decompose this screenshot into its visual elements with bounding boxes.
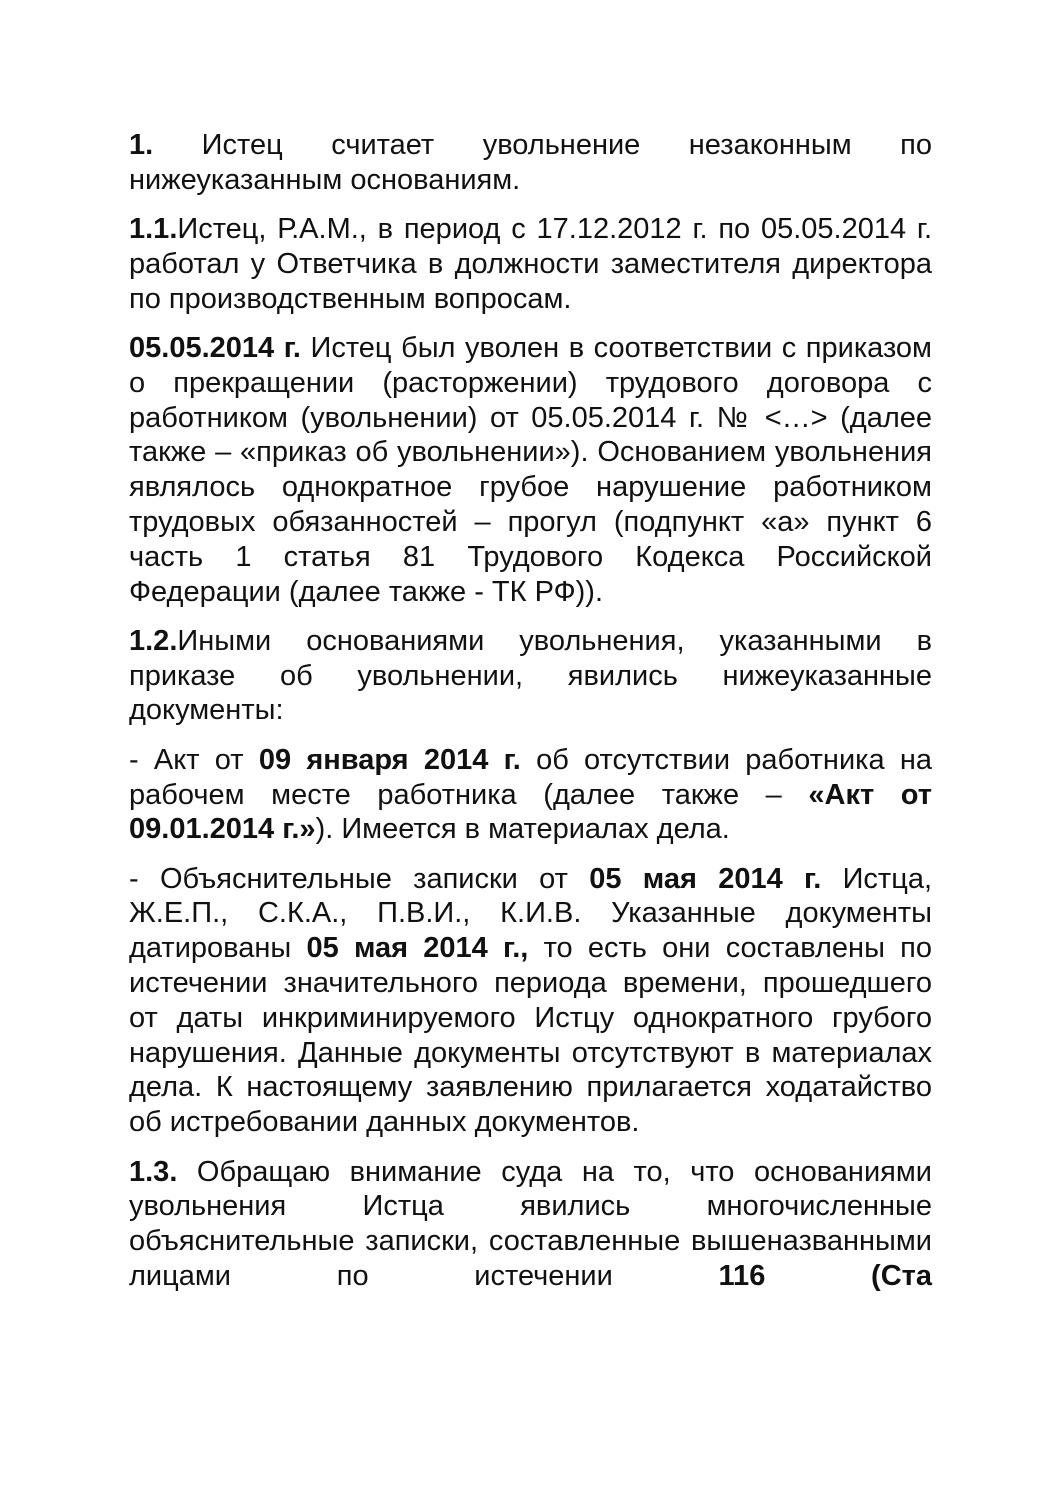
paragraph-1-2-text: Иными основаниями увольнения, указанными в приказе об увольнении, явились нижеуказанные документы: bbox=[129, 624, 932, 727]
paragraph-1-number: 1. bbox=[129, 129, 154, 161]
act-text-middle: об отсутствии работника на рабочем месте работника (далее также – bbox=[129, 743, 932, 811]
paragraph-act bbox=[129, 743, 932, 847]
notes-text-end: то есть они составлены по истечении значительного периода времени, прошедшего от даты инкриминируемого Истцу однократного грубого нарушения. Данные документы отсутствуют в материалах дела. К настоящему заявлению прилагается ходатайство об истребовании данных документов. bbox=[129, 932, 932, 1139]
dismissal-text: Истец был уволен в соответствии с приказом о прекращении (расторжении) трудового договора с работником (увольнении) от 05.05.2014 г. № <…> (далее также – «приказ об увольнении»). Основанием увольнения являлось однократное грубое нарушение работником трудовых обязанностей – прогул (подпункт «а» пункт 6 часть 1 статья 81 Трудового Кодекса Российской Федерации (далее также - ТК РФ)). bbox=[129, 331, 932, 608]
notes-date-repeat: 05 мая 2014 г., bbox=[306, 932, 529, 965]
act-date: 09 января 2014 г. bbox=[258, 743, 521, 776]
notes-text-middle: Истца, Ж.Е.П., С.К.А., П.В.И., К.И.В. Указанные документы датированы bbox=[129, 862, 933, 965]
act-text-end: ). Имеется в материалах дела. bbox=[315, 813, 730, 846]
paragraph-1-3-days: 116 (Ста bbox=[718, 1259, 932, 1292]
paragraph-1-1 bbox=[129, 212, 932, 316]
document-page bbox=[129, 128, 932, 1308]
paragraph-1-2 bbox=[129, 624, 932, 728]
paragraph-1-1-number: 1.1. bbox=[129, 213, 178, 246]
act-text-start: - Акт от bbox=[129, 743, 259, 776]
paragraph-1 bbox=[129, 128, 932, 198]
paragraph-1-text: Истец считает увольнение незаконным по нижеуказанным основаниям. bbox=[129, 129, 932, 196]
notes-text-start: - Объяснительные записки от bbox=[129, 862, 590, 895]
paragraph-1-1-text: Истец, Р.А.М., в период с 17.12.2012 г. по 05.05.2014 г. работал у Ответчика в должности заместителя директора по производственным вопросам. bbox=[129, 213, 932, 315]
dismissal-date: 05.05.2014 г. bbox=[129, 331, 301, 364]
act-short-name: «Акт от 09.01.2014 г.» bbox=[129, 778, 932, 846]
paragraph-notes bbox=[129, 862, 932, 1140]
paragraph-1-3-number: 1.3. bbox=[129, 1155, 178, 1188]
paragraph-1-3 bbox=[129, 1155, 932, 1294]
paragraph-1-2-number: 1.2. bbox=[129, 624, 178, 657]
paragraph-dismissal bbox=[129, 331, 932, 609]
notes-date: 05 мая 2014 г. bbox=[589, 862, 822, 895]
paragraph-1-3-text: Обращаю внимание суда на то, что основаниями увольнения Истца явились многочисленные объяснительные записки, составленные вышеназванными лицами по истечении bbox=[129, 1155, 932, 1292]
